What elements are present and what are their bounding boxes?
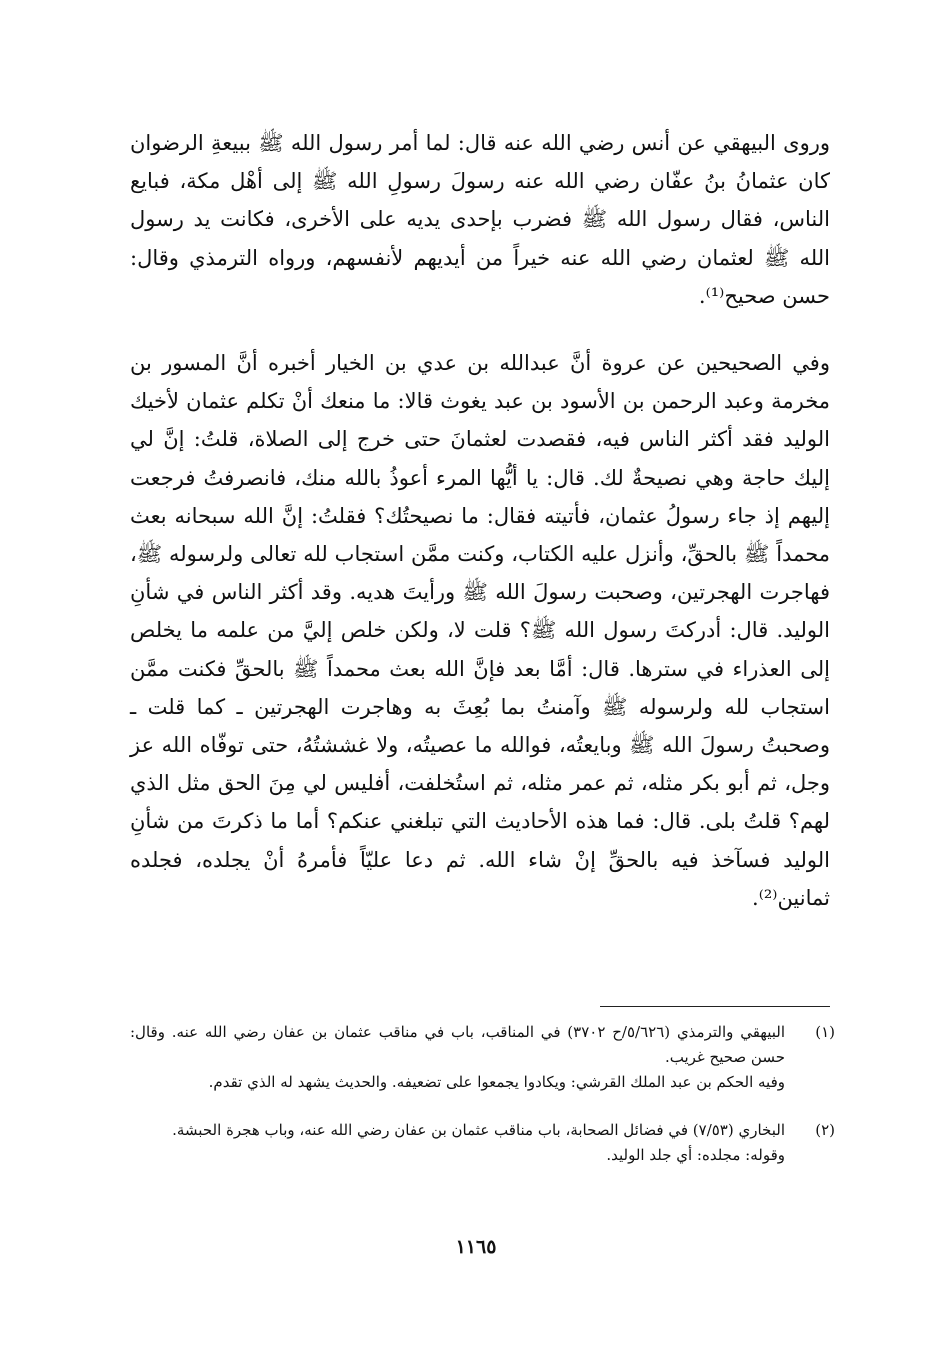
footnote-text: البخاري (٧/٥٣) في فضائل الصحابة، باب مناقب عثمان بن عفان رضي الله عنه، وباب هجرة الحبشة. (172, 1121, 785, 1139)
footnote-number: (٢) (815, 1121, 835, 1139)
body-paragraph-1: وروى البيهقي عن أنس رضي الله عنه قال: لما أمر رسول الله ﷺ ببيعةِ الرضوان كان عثمانُ بنُ عفّان رضي الله عنه رسولَ رسولِ الله ﷺ إلى أهْل مكة، فبايع الناس، فقال رسول الله ﷺ فضرب بإحدى يديه على الأخرى، فكانت يد رسول الله ﷺ لعثمان رضي الله عنه خيراً من أيديهم لأنفسهم، ورواه الترمذي وقال: حسن صحيح⁽¹⁾. (130, 131, 830, 308)
page-number: ١١٦٥ (455, 1236, 497, 1258)
footnote-note: وقوله: مجلده: أي جلد الوليد. (606, 1146, 785, 1164)
footnote-separator (600, 1006, 830, 1007)
footnote-text: البيهقي والترمذي (٥/٦٢٦/ح ٣٧٠٢) في المناقب، باب في مناقب عثمان بن عفان رضي الله عنه. وقال: حسن صحيح غريب. (130, 1023, 785, 1066)
footnote-1 (130, 1020, 835, 1095)
footnote-number: (١) (815, 1023, 835, 1041)
footnote-note: وفيه الحكم بن عبد الملك القرشي: ويكادوا يجمعوا على تضعيفه. والحديث يشهد له الذي تقدم. (208, 1073, 785, 1091)
footnote-2 (130, 1118, 835, 1168)
body-paragraph-2: وفي الصحيحين عن عروة أنَّ عبدالله بن عدي بن الخيار أخبره أنَّ المسور بن مخرمة وعبد الرحمن بن الأسود بن عبد يغوث قالا: ما منعك أنْ تكلم عثمان لأخيك الوليد فقد أكثر الناس فيه، فقصدت لعثمانَ حتى خرج إلى الصلاة، قلتُ: إنَّ لي إليك حاجة وهي نصيحةٌ لك. قال: يا أيُّها المرء أعوذُ بالله منك، فانصرفتُ فرجعت إليهم إذ جاء رسولُ عثمان، فأتيته فقال: ما نصيحتُك؟ فقلتُ: إنَّ الله سبحانه بعث محمداً ﷺ بالحقِّ، وأنزل عليه الكتاب، وكنت ممَّن استجاب لله تعالى ولرسوله ﷺ، فهاجرت الهجرتين، وصحبت رسولَ الله ﷺ ورأيتَ هديه. وقد أكثر الناس في شأنِ الوليد. قال: أدركتَ رسول الله ﷺ؟ قلت لا، ولكن خلص إليَّ من علمه ما يخلص إلى العذراء في سترها. قال: أمَّا بعد فإنَّ الله بعث محمداً ﷺ بالحقِّ فكنت ممَّن استجاب لله ولرسوله ﷺ وآمنتُ بما بُعِثَ به وهاجرت الهجرتين ـ كما قلت ـ وصحبتُ رسولَ الله ﷺ وبايعتُه، فوالله ما عصيتُه، ولا غششتُهُ، حتى توفّاه الله عز وجل، ثم أبو بكر مثله، ثم عمر مثله، ثم استُخلفت، أفليس لي مِنَ الحق مثل الذي لهم؟ قلتُ بلى. قال: فما هذه الأحاديث التي تبلغني عنكم؟ أما ما ذكرتَ من شأنِ الوليد فسآخذ فيه بالحقِّ إنْ شاء الله. ثم دعا عليّاً فأمرهُ أنْ يجلده، فجلده ثمانين⁽²⁾. (130, 351, 830, 910)
